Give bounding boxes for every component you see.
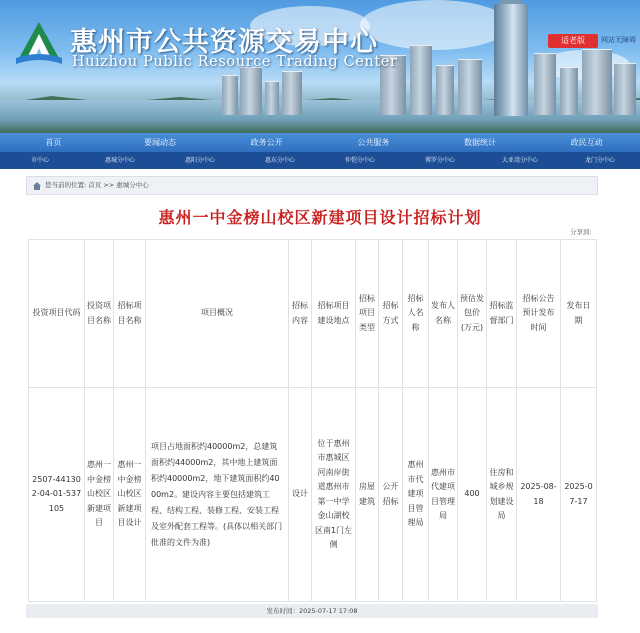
sub-nav — [0, 152, 640, 169]
site-logo-icon — [14, 20, 64, 68]
cell-expected-date: 2025-08-18 — [517, 388, 561, 602]
tender-plan-table — [28, 239, 597, 602]
page-title: 惠州一中金榜山校区新建项目设计招标计划 — [158, 208, 482, 227]
building — [436, 65, 454, 115]
building — [222, 75, 238, 115]
nav-item-gov-affairs[interactable]: 政务公开 — [250, 138, 283, 147]
subnav-item[interactable]: 仲恺分中心 — [344, 157, 375, 164]
cell-supervisor: 住房和城乡规划建设局 — [487, 388, 517, 602]
breadcrumb-text[interactable]: 您当前的位置: 首页 >> 惠城分中心 — [45, 181, 149, 189]
cell-publish-date: 2025-07-17 — [561, 388, 597, 602]
subnav-item[interactable]: 龙门分中心 — [584, 157, 615, 164]
column-header: 招标方式 — [379, 240, 403, 388]
cell-type: 房屋建筑 — [356, 388, 379, 602]
building — [240, 67, 262, 115]
column-header: 发布日期 — [561, 240, 597, 388]
subnav-item[interactable]: 市中心 — [30, 157, 49, 164]
column-header: 投资项目名称 — [85, 240, 114, 388]
column-header: 招标监督部门 — [487, 240, 517, 388]
column-header: 招标人名称 — [403, 240, 429, 388]
nav-item-public-service[interactable]: 公共服务 — [357, 138, 390, 147]
accessibility-link[interactable]: 网站无障碍 — [601, 36, 636, 44]
tower-building — [494, 4, 528, 116]
cloud — [360, 0, 510, 50]
cell-location: 位于惠州市惠城区河南岸街道惠州市第一中学金山湖校区南1门左侧 — [312, 388, 356, 602]
cell-tender-name: 惠州一中金榜山校区新建项目设计 — [114, 388, 146, 602]
nav-item-statistics[interactable]: 数据统计 — [464, 138, 497, 147]
home-icon — [32, 181, 42, 191]
share-label[interactable]: 分享到: — [570, 228, 592, 236]
building — [560, 67, 578, 115]
cell-publisher: 惠州市代建项目管理局 — [429, 388, 458, 602]
subnav-item[interactable]: 惠城分中心 — [104, 157, 135, 164]
table-header-row — [29, 240, 597, 388]
cell-content: 设计 — [289, 388, 312, 602]
subnav-item[interactable]: 大亚湾分中心 — [501, 157, 538, 164]
cell-overview: 项目占地面积约40000m2，总建筑面积约44000m2，其中地上建筑面积约40000m2，地下建筑面积约4000m2。建设内容主要包括建筑工程、结构工程、装修工程、安装工程及室外配套工程等。(具体以相关部门批准的文件为准) — [146, 388, 289, 602]
column-header: 招标项目建设地点 — [312, 240, 356, 388]
column-header: 预估发包价(万元) — [458, 240, 487, 388]
building — [614, 63, 636, 115]
cell-project-code: 2507-441302-04-01-537105 — [29, 388, 85, 602]
building — [282, 71, 302, 115]
site-title: 惠州市公共资源交易中心 — [70, 27, 378, 58]
nav-item-news[interactable]: 要闻动态 — [144, 138, 176, 147]
building — [265, 81, 279, 115]
column-header: 招标内容 — [289, 240, 312, 388]
subnav-item[interactable]: 惠阳分中心 — [184, 157, 215, 164]
main-nav — [0, 133, 640, 152]
breadcrumb — [26, 176, 598, 195]
column-header: 项目概况 — [146, 240, 289, 388]
column-header: 投资项目代码 — [29, 240, 85, 388]
nav-item-interaction[interactable]: 政民互动 — [570, 138, 603, 147]
site-banner — [0, 0, 640, 133]
column-header: 招标项目名称 — [114, 240, 146, 388]
building — [458, 59, 482, 115]
building — [582, 49, 612, 115]
elder-mode-button[interactable]: 适老版 — [548, 34, 598, 48]
building — [410, 45, 432, 115]
subnav-item[interactable]: 博罗分中心 — [424, 157, 455, 164]
cell-investment-name: 惠州一中金榜山校区新建项目 — [85, 388, 114, 602]
site-subtitle: Huizhou Public Resource Trading Center — [72, 54, 398, 70]
cell-tenderer: 惠州市代建项目管理局 — [403, 388, 429, 602]
column-header: 招标公告预计发布时间 — [517, 240, 561, 388]
cell-price: 400 — [458, 388, 487, 602]
publish-time-bar: 发布时间：2025-07-17 17:08 — [26, 604, 598, 618]
subnav-item[interactable]: 惠东分中心 — [264, 157, 295, 164]
nav-item-home[interactable]: 首页 — [45, 138, 62, 147]
cell-method: 公开招标 — [379, 388, 403, 602]
building — [534, 53, 556, 115]
column-header: 招标项目类型 — [356, 240, 379, 388]
column-header: 发布人名称 — [429, 240, 458, 388]
table-row — [29, 388, 597, 602]
